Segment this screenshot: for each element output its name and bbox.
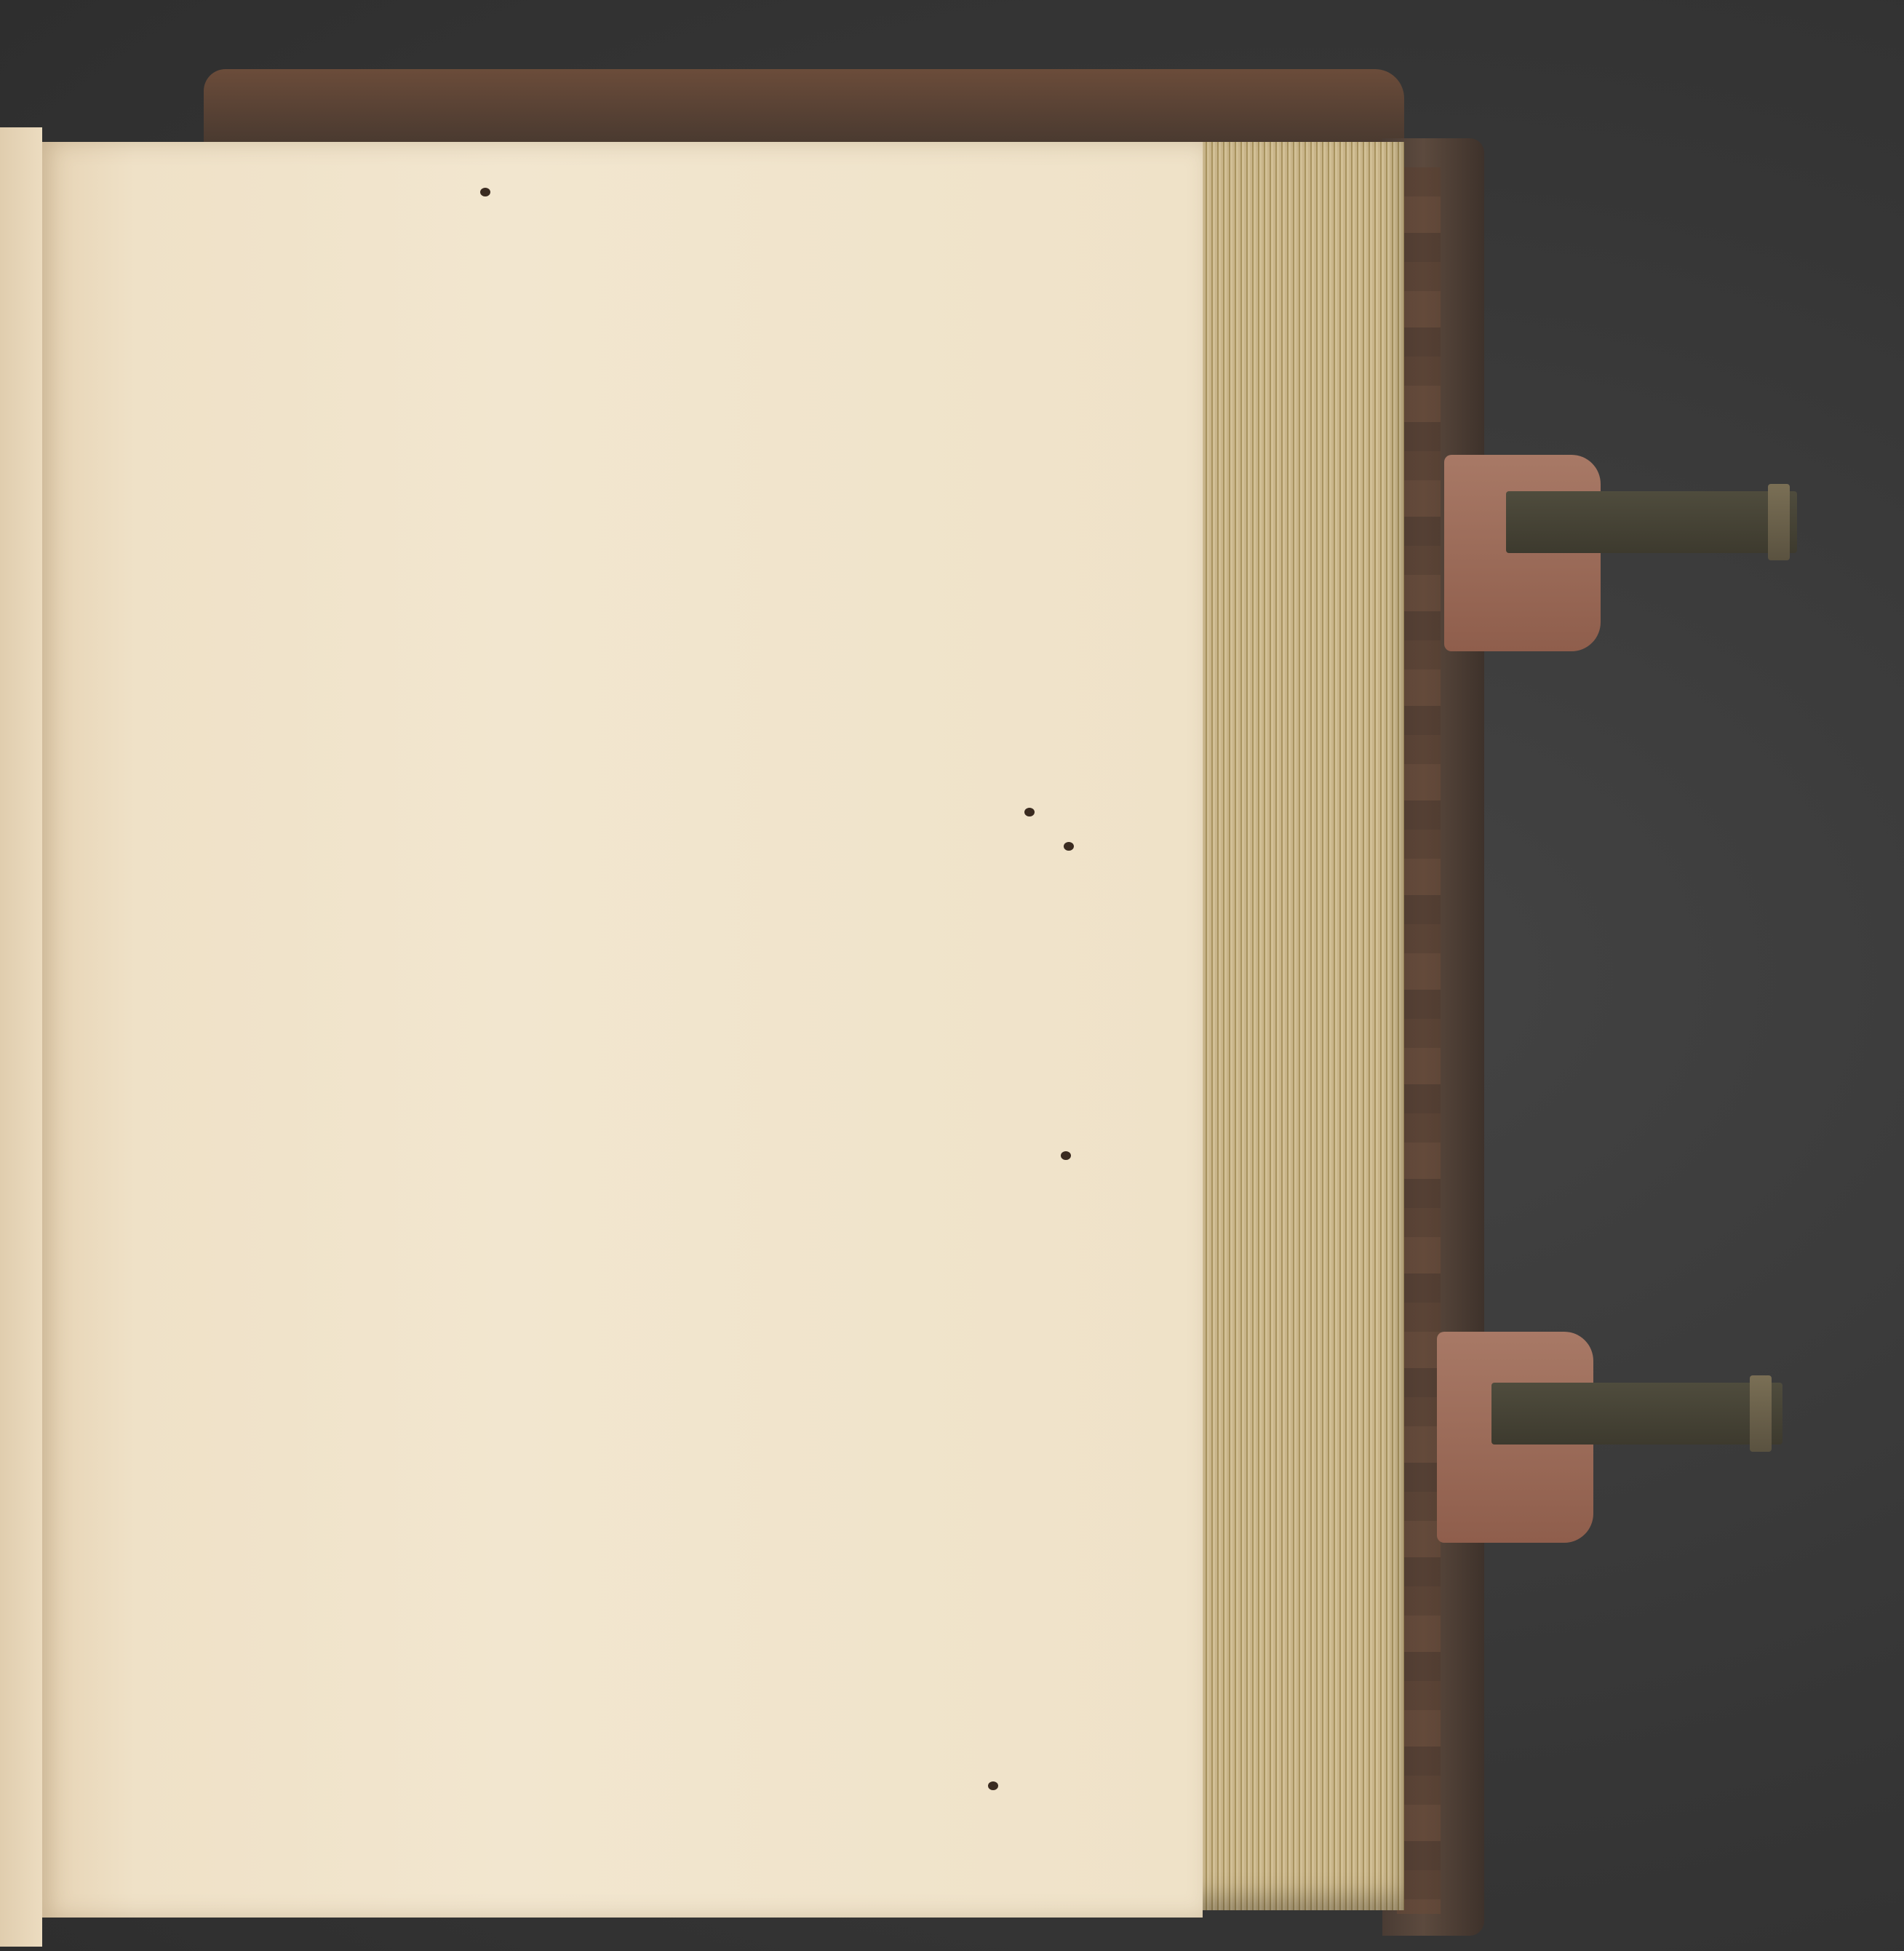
upper-clasp	[1444, 455, 1808, 651]
wormhole	[1064, 842, 1074, 851]
wormhole	[988, 1781, 998, 1790]
page-header	[124, 204, 1026, 284]
facing-page-edge	[0, 127, 42, 1947]
page-fore-edge	[1186, 142, 1404, 1910]
wormhole	[1061, 1151, 1071, 1160]
book-cover-top	[204, 69, 1404, 142]
recto-page	[42, 142, 1203, 1918]
wormhole	[480, 188, 490, 196]
wormhole	[1024, 808, 1035, 816]
lower-clasp	[1437, 1332, 1801, 1543]
